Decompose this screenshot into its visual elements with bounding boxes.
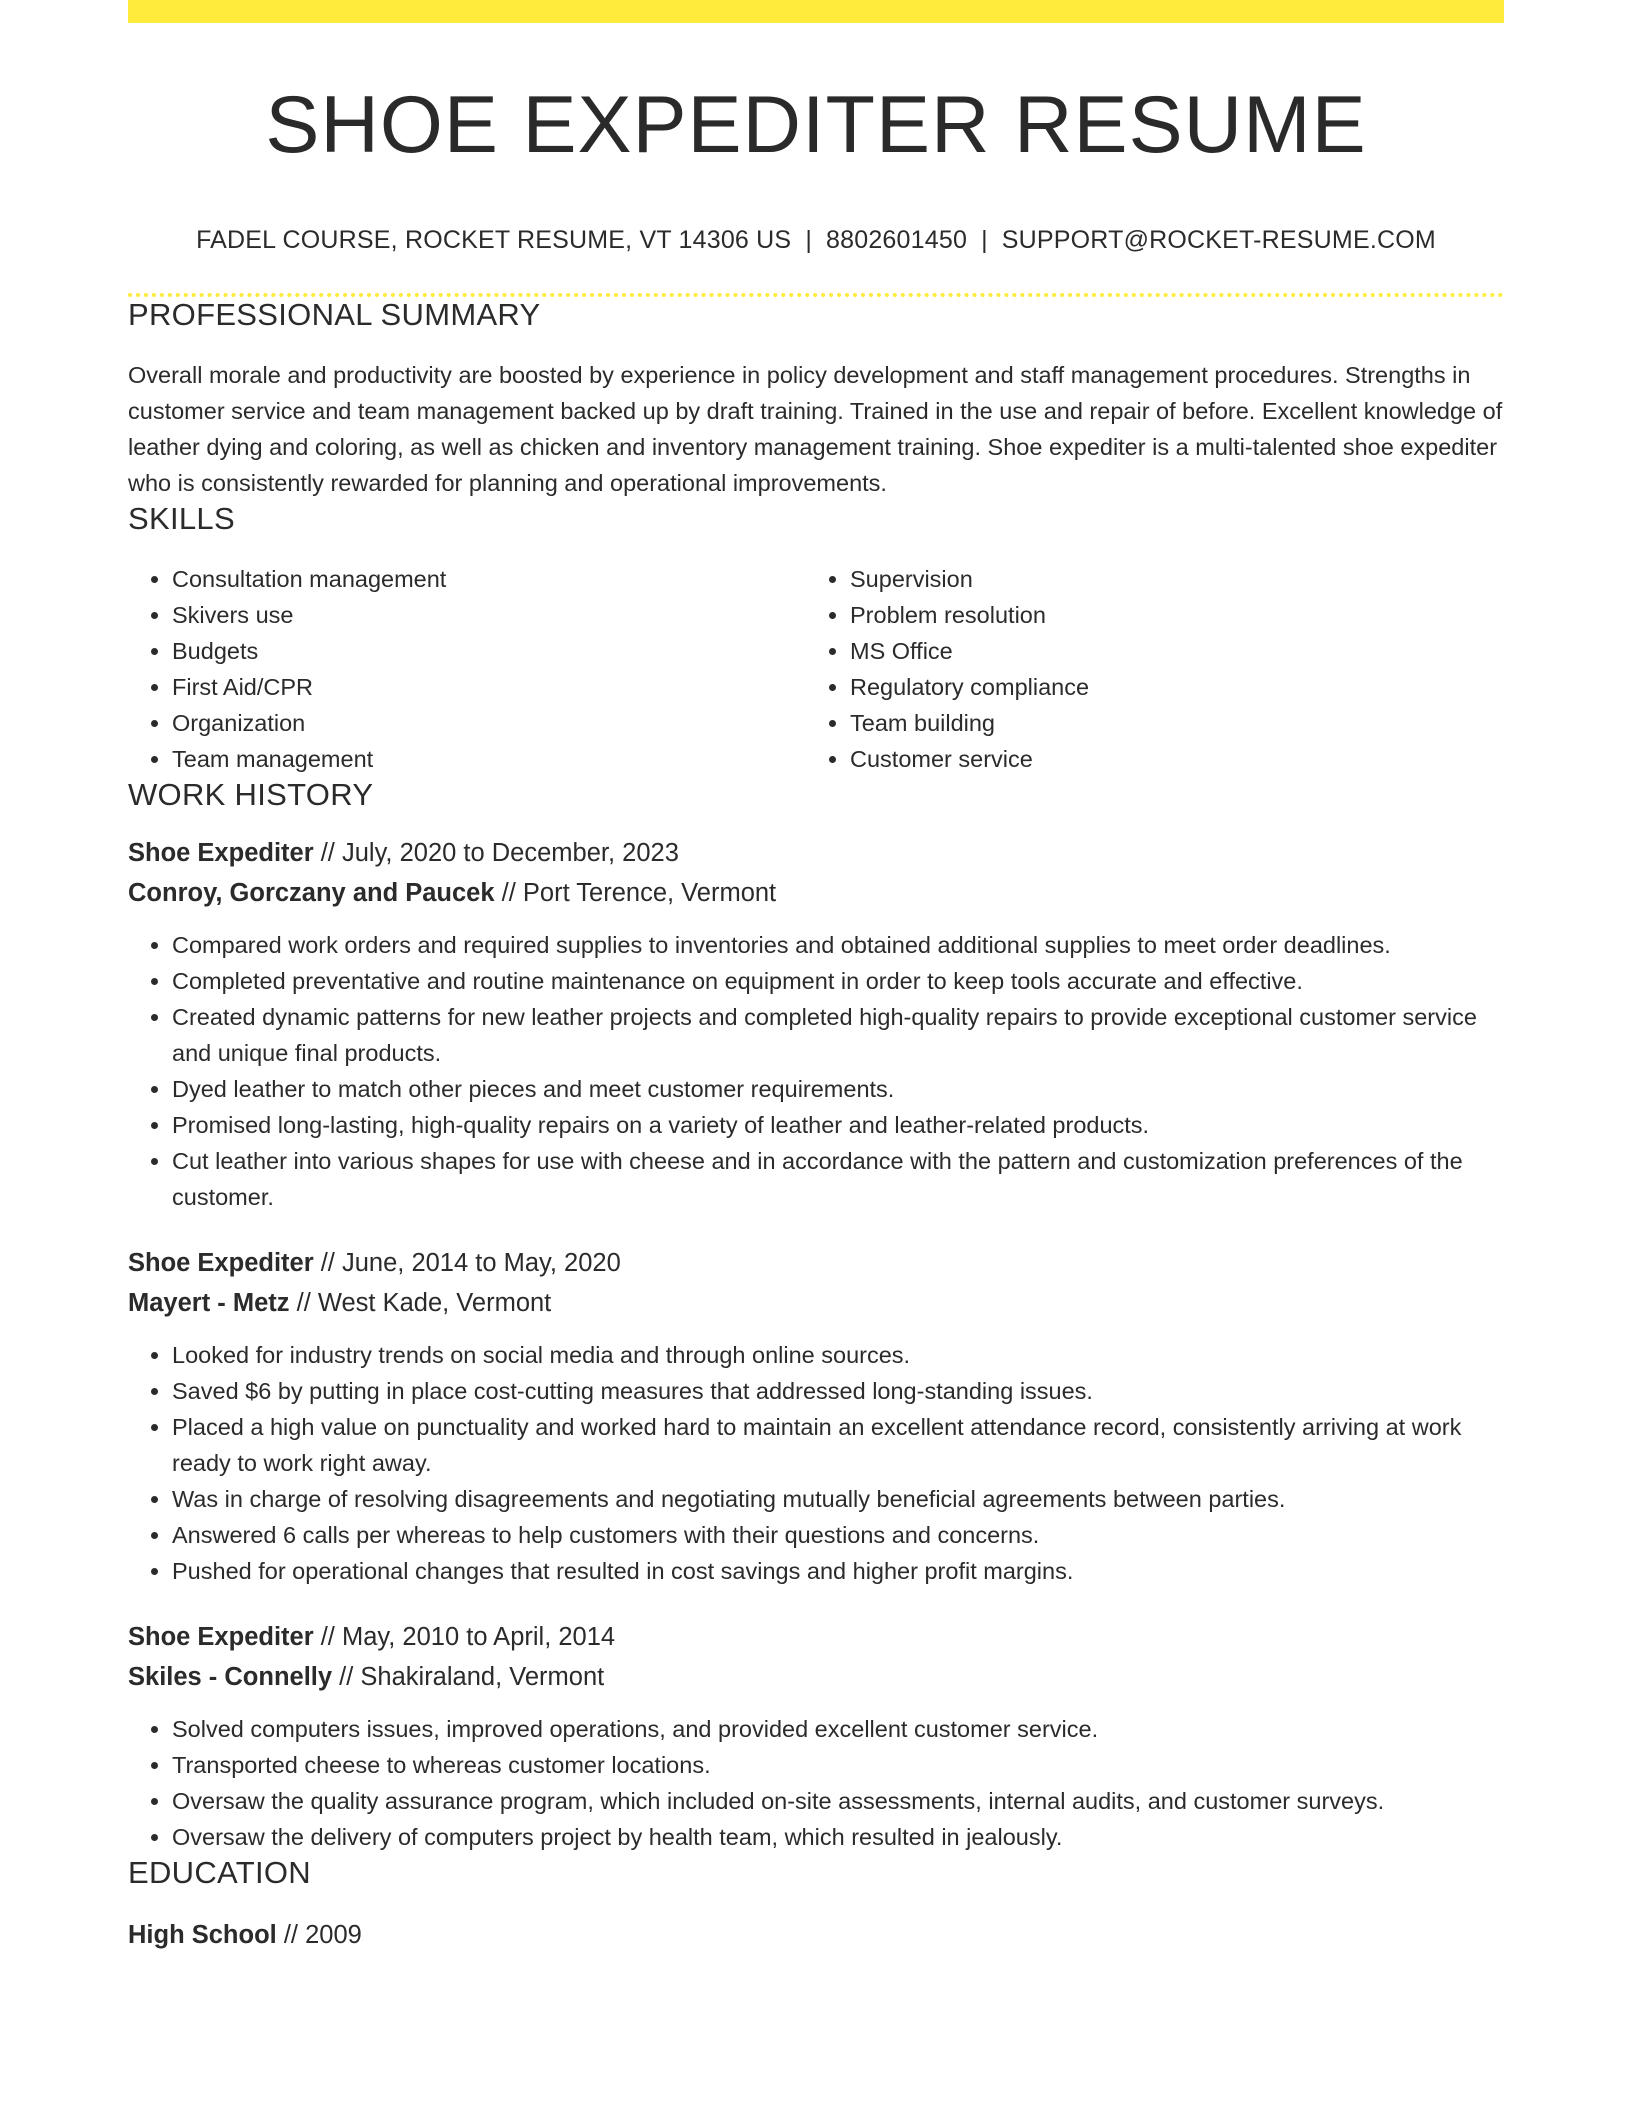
contact-separator: | <box>981 226 988 254</box>
job-company-line <box>128 1657 1504 1697</box>
job-bullet: • Saved $6 by putting in place cost-cutting measures that addressed long-standing issues. <box>172 1373 1504 1409</box>
job-entry <box>128 833 1504 1215</box>
education-entry <box>128 1915 1504 1955</box>
skill-item: • Team building <box>850 705 1484 741</box>
skills-heading: SKILLS <box>128 501 235 536</box>
resume-title: SHOE EXPEDITER RESUME <box>265 80 1367 170</box>
job-title: Shoe Expediter <box>128 1249 314 1277</box>
job-location: // Shakiraland, Vermont <box>332 1663 605 1691</box>
job-bullet: • Looked for industry trends on social media and through online sources. <box>172 1337 1504 1373</box>
job-bullet: • Completed preventative and routine maintenance on equipment in order to keep tools accurate and effective. <box>172 963 1504 999</box>
skill-item: • Consultation management <box>172 561 806 597</box>
skills-column-left <box>128 561 806 777</box>
summary-text: Overall morale and productivity are boosted by experience in policy development and staff management procedures. Strengths in customer service and team management backed up by draft training. Trained in the use and repair of before. Excellent knowledge of leather dying and coloring, as well as chicken and inventory management training. Shoe expediter is a multi-talented shoe expediter who is consistently rewarded for planning and operational improvements. <box>128 362 1503 496</box>
job-company-line <box>128 1283 1504 1323</box>
skills-column-right <box>806 561 1484 777</box>
education-heading: EDUCATION <box>128 1855 311 1890</box>
job-entry <box>128 1243 1504 1589</box>
skill-item: • Skivers use <box>172 597 806 633</box>
job-title-line <box>128 1617 1504 1657</box>
job-bullet: • Created dynamic patterns for new leather projects and completed high-quality repairs to provide exceptional customer service and unique final products. <box>172 999 1504 1071</box>
job-bullet: • Transported cheese to whereas customer locations. <box>172 1747 1504 1783</box>
job-bullets <box>128 1337 1504 1589</box>
job-bullet: • Pushed for operational changes that resulted in cost savings and higher profit margins. <box>172 1553 1504 1589</box>
job-location: // West Kade, Vermont <box>289 1289 552 1317</box>
job-company: Mayert - Metz <box>128 1289 290 1317</box>
work-history-heading: WORK HISTORY <box>128 777 374 812</box>
job-bullet: • Was in charge of resolving disagreements and negotiating mutually beneficial agreements between parties. <box>172 1481 1504 1517</box>
job-bullet: • Compared work orders and required supplies to inventories and obtained additional supplies to meet order deadlines. <box>172 927 1504 963</box>
skill-item: • Supervision <box>850 561 1484 597</box>
job-bullet: • Dyed leather to match other pieces and meet customer requirements. <box>172 1071 1504 1107</box>
contact-email: SUPPORT@ROCKET-RESUME.COM <box>1001 226 1436 254</box>
contact-phone: 8802601450 <box>826 226 968 254</box>
skills-list <box>128 561 1504 777</box>
skill-item: • MS Office <box>850 633 1484 669</box>
job-dates: // May, 2010 to April, 2014 <box>313 1623 616 1651</box>
contact-address: FADEL COURSE, ROCKET RESUME, VT 14306 US <box>196 226 792 254</box>
job-bullet: • Cut leather into various shapes for use with cheese and in accordance with the pattern and customization preferences of the customer. <box>172 1143 1504 1215</box>
skill-item: • Regulatory compliance <box>850 669 1484 705</box>
job-title: Shoe Expediter <box>128 1623 314 1651</box>
job-bullets <box>128 927 1504 1215</box>
accent-top-bar <box>128 0 1504 23</box>
job-bullet: • Oversaw the delivery of computers project by health team, which resulted in jealously. <box>172 1819 1504 1855</box>
skill-item: • Team management <box>172 741 806 777</box>
job-dates: // June, 2014 to May, 2020 <box>313 1249 621 1277</box>
resume-page <box>128 0 1504 1955</box>
job-title: Shoe Expediter <box>128 839 314 867</box>
job-bullet: • Placed a high value on punctuality and worked hard to maintain an excellent attendance record, consistently arriving at work ready to work right away. <box>172 1409 1504 1481</box>
job-company: Skiles - Connelly <box>128 1663 333 1691</box>
job-title-line <box>128 1243 1504 1283</box>
skill-item: • Customer service <box>850 741 1484 777</box>
job-bullet: • Oversaw the quality assurance program, which included on-site assessments, internal audits, and customer surveys. <box>172 1783 1504 1819</box>
job-entry <box>128 1617 1504 1855</box>
education-school: High School <box>128 1921 277 1949</box>
contact-separator: | <box>805 226 813 254</box>
education-year: // 2009 <box>276 1921 362 1949</box>
job-company-line <box>128 873 1504 913</box>
skill-item: • Budgets <box>172 633 806 669</box>
skill-item: • Problem resolution <box>850 597 1484 633</box>
job-company: Conroy, Gorczany and Paucek <box>128 879 495 907</box>
job-bullet: • Answered 6 calls per whereas to help customers with their questions and concerns. <box>172 1517 1504 1553</box>
summary-heading: PROFESSIONAL SUMMARY <box>128 297 541 332</box>
skill-item: • First Aid/CPR <box>172 669 806 705</box>
job-bullet: • Promised long-lasting, high-quality repairs on a variety of leather and leather-related products. <box>172 1107 1504 1143</box>
job-dates: // July, 2020 to December, 2023 <box>313 839 679 867</box>
job-title-line <box>128 833 1504 873</box>
skill-item: • Organization <box>172 705 806 741</box>
job-bullet: • Solved computers issues, improved operations, and provided excellent customer service. <box>172 1711 1504 1747</box>
job-bullets <box>128 1711 1504 1855</box>
job-location: // Port Terence, Vermont <box>494 879 777 907</box>
contact-line <box>128 226 1504 255</box>
